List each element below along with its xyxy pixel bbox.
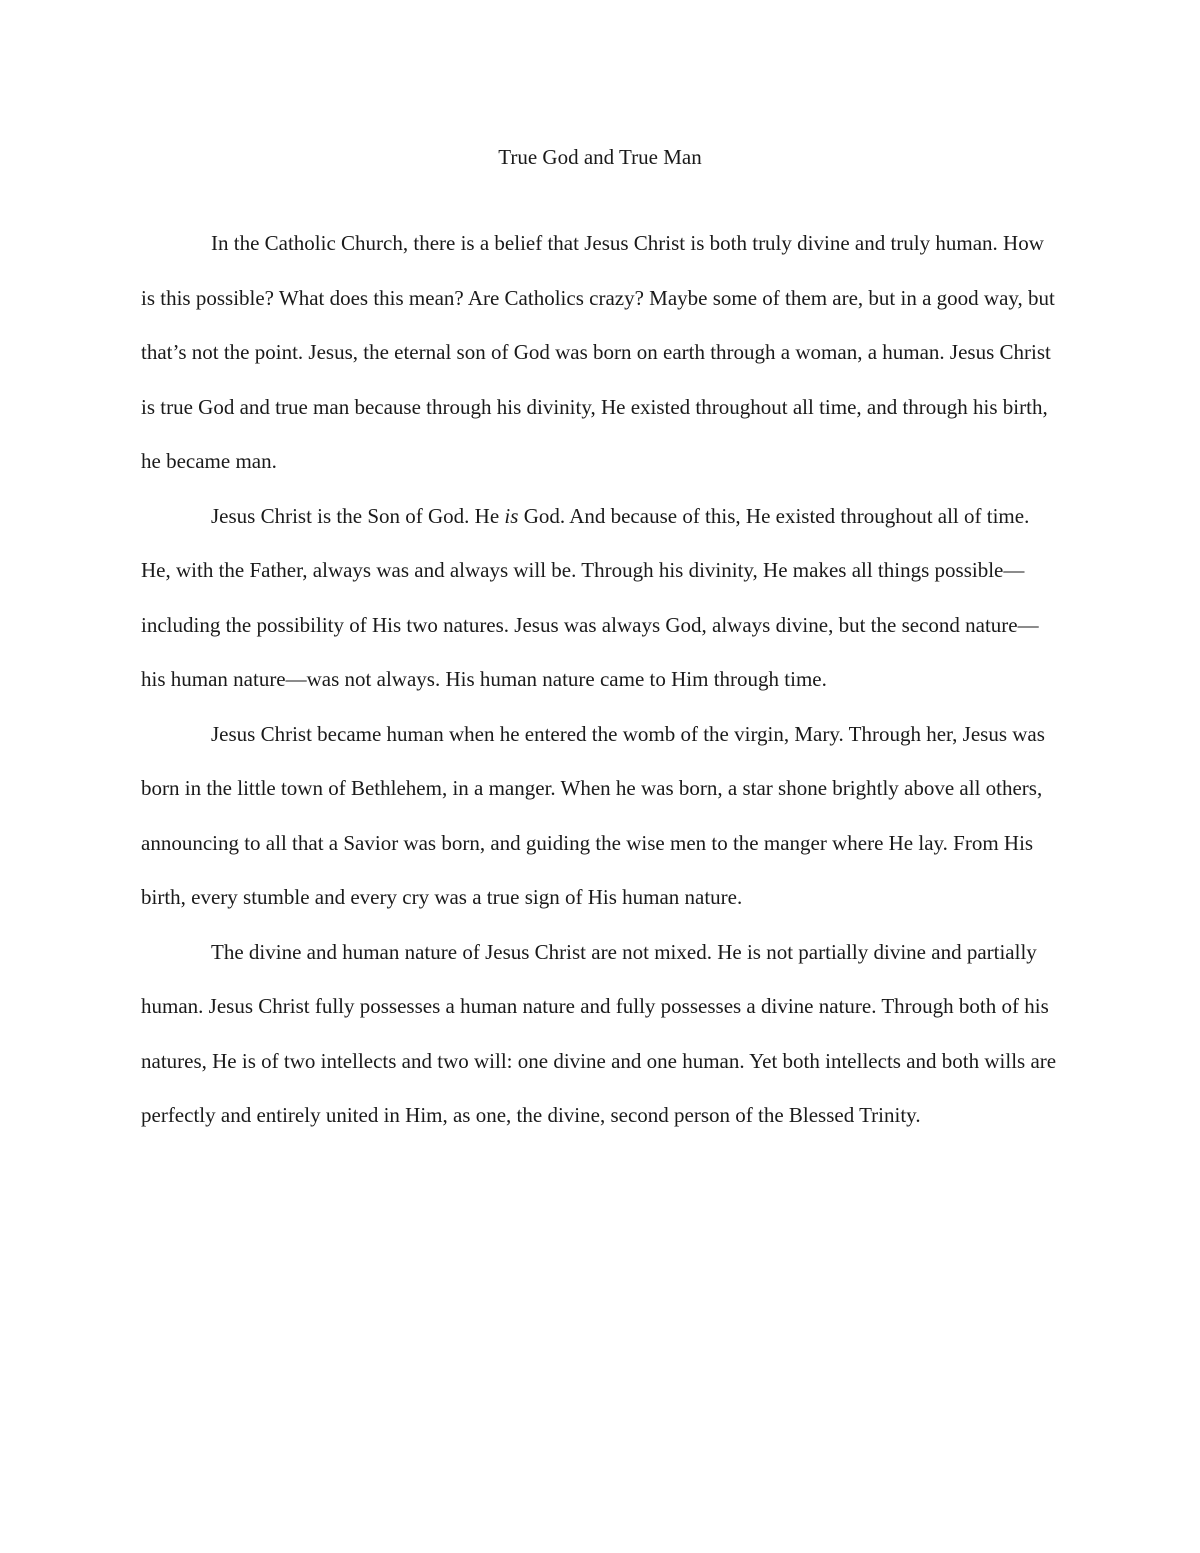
paragraph-4: The divine and human nature of Jesus Christ are not mixed. He is not partially divine and partially human. Jesus Christ fully possesses a human nature and fully possesses a divine nature. Through both of his natures, He is of two intellects and two will: one divine and one human. Yet both intellects and both wills are perfectly and entirely united in Him, as one, the divine, second person of the Blessed Trinity.: [141, 939, 1057, 1127]
paragraph-1: In the Catholic Church, there is a belief that Jesus Christ is both truly divine and truly human. How is this possible? What does this mean? Are Catholics crazy? Maybe some of them are, but in a good way, but that’s not the point. Jesus, the eternal son of God was born on earth through a woman, a human. Jesus Christ is true God and true man because through his divinity, He existed throughout all time, and through his birth, he became man.: [141, 231, 1055, 473]
paragraph-2: [141, 489, 1061, 707]
document-body: [141, 216, 1061, 1143]
document-title: True God and True Man: [498, 145, 702, 169]
paragraph-2-italic: is: [504, 503, 519, 528]
paragraph-3: Jesus Christ became human when he entered the womb of the virgin, Mary. Through her, Jesus was born in the little town of Bethlehem, in a manger. When he was born, a star shone brightly above all others, announcing to all that a Savior was born, and guiding the wise men to the manger where He lay. From His birth, every stumble and every cry was a true sign of His human nature.: [141, 721, 1045, 909]
paragraph-2-before-italic: Jesus Christ is the Son of God. He: [211, 503, 505, 528]
paragraph-2-after-italic: God. And because of this, He existed throughout all of time. He, with the Father, always was and always will be. Through his divinity, He makes all things possible—including the possibility of His two natures. Jesus was always God, always divine, but the second nature—his human nature—was not always. His human nature came to Him through time.: [141, 503, 1039, 691]
